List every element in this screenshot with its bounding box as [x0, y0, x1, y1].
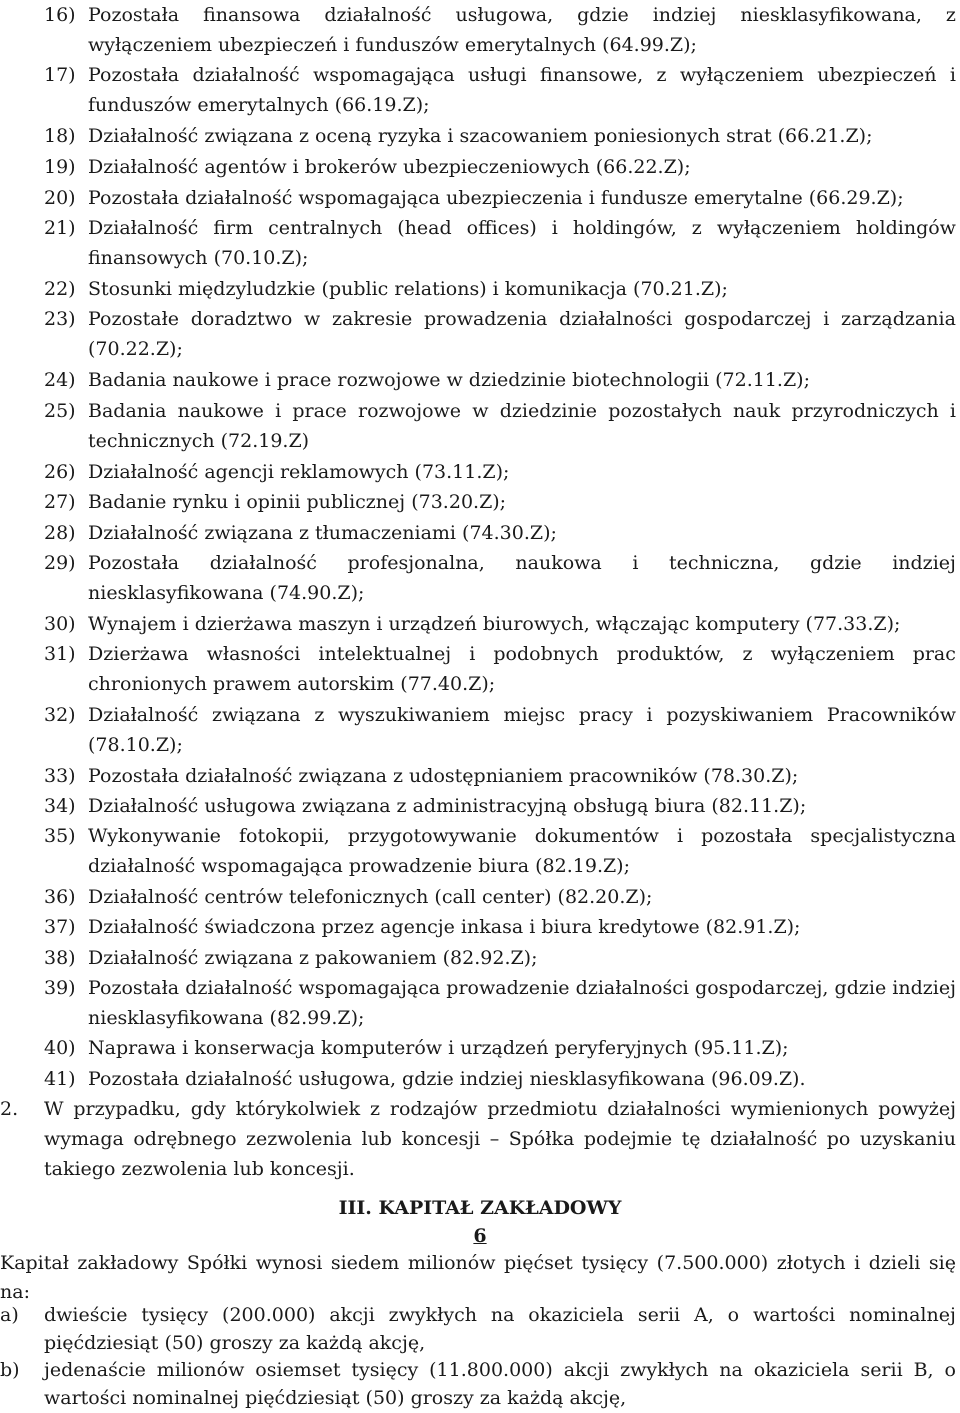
list-item-text: wyłączeniem ubezpieczeń i funduszów emerytalnych (64.99.Z); [88, 34, 697, 56]
list-item-number: 17) [44, 64, 76, 86]
list-item-text: Pozostała działalność profesjonalna, naukowa i techniczna, gdzie indziej [88, 552, 956, 574]
list-item-number: 30) [44, 613, 76, 635]
list-item-text: Naprawa i konserwacja komputerów i urządzeń peryferyjnych (95.11.Z); [88, 1037, 789, 1059]
list-item-number: 22) [44, 278, 76, 300]
capital-item-text: jedenaście milionów osiemset tysięcy (11.800.000) akcji zwykłych na okaziciela serii B, o [44, 1359, 956, 1381]
list-item-text: funduszów emerytalnych (66.19.Z); [88, 94, 430, 116]
list-item-number: 19) [44, 156, 76, 178]
list-item-number: 25) [44, 400, 76, 422]
list-item-text: Działalność związana z oceną ryzyka i szacowaniem poniesionych strat (66.21.Z); [88, 125, 873, 147]
list-item-number: 37) [44, 916, 76, 938]
list-item-text: Wynajem i dzierżawa maszyn i urządzeń biurowych, włączając komputery (77.33.Z); [88, 613, 901, 635]
list-item-text: Pozostała finansowa działalność usługowa, gdzie indziej niesklasyfikowana, z [88, 4, 956, 26]
list-item-number: 24) [44, 369, 76, 391]
list-item-text: Badanie rynku i opinii publicznej (73.20.Z); [88, 491, 507, 513]
paragraph-text: W przypadku, gdy którykolwiek z rodzajów przedmiotu działalności wymienionych powyżej [44, 1098, 956, 1120]
list-item-text: finansowych (70.10.Z); [88, 247, 309, 269]
paragraph-number: 2. [0, 1098, 19, 1120]
list-item-text: (70.22.Z); [88, 338, 183, 360]
list-item-text: Pozostałe doradztwo w zakresie prowadzenia działalności gospodarczej i zarządzania [88, 308, 956, 330]
list-item-text: niesklasyfikowana (82.99.Z); [88, 1007, 365, 1029]
capital-item-text: wartości nominalnej pięćdziesiąt (50) groszy za każdą akcję, [44, 1387, 627, 1409]
list-item-text: Działalność związana z tłumaczeniami (74.30.Z); [88, 522, 557, 544]
list-item-number: 39) [44, 977, 76, 999]
capital-item-text: pięćdziesiąt (50) groszy za każdą akcję, [44, 1332, 426, 1354]
list-item-text: Badania naukowe i prace rozwojowe w dziedzinie pozostałych nauk przyrodniczych i [88, 400, 956, 422]
list-item-number: 31) [44, 643, 76, 665]
list-item-number: 32) [44, 704, 76, 726]
list-item-number: 38) [44, 947, 76, 969]
list-item-text: Pozostała działalność wspomagająca ubezpieczenia i fundusze emerytalne (66.29.Z); [88, 187, 904, 209]
list-item-number: 34) [44, 795, 76, 817]
list-item-text: Dzierżawa własności intelektualnej i podobnych produktów, z wyłączeniem prac [88, 643, 956, 665]
list-item-number: 40) [44, 1037, 76, 1059]
list-item-number: 16) [44, 4, 76, 26]
list-item-number: 29) [44, 552, 76, 574]
list-item-text: Działalność związana z wyszukiwaniem miejsc pracy i pozyskiwaniem Pracowników [88, 704, 956, 726]
list-item-text: niesklasyfikowana (74.90.Z); [88, 582, 365, 604]
list-item-text: Pozostała działalność wspomagająca prowadzenie działalności gospodarczej, gdzie indziej [88, 977, 956, 999]
list-item-text: Pozostała działalność związana z udostępnianiem pracowników (78.30.Z); [88, 765, 799, 787]
list-item-number: 35) [44, 825, 76, 847]
list-item-text: Badania naukowe i prace rozwojowe w dziedzinie biotechnologii (72.11.Z); [88, 369, 810, 391]
section-number: 6 [473, 1225, 487, 1247]
list-item-text: Pozostała działalność wspomagająca usługi finansowe, z wyłączeniem ubezpieczeń i [88, 64, 956, 86]
list-item-text: Działalność centrów telefonicznych (call center) (82.20.Z); [88, 886, 653, 908]
list-item-text: Działalność agentów i brokerów ubezpieczeniowych (66.22.Z); [88, 156, 691, 178]
paragraph-text: wymaga odrębnego zezwolenia lub koncesji – Spółka podejmie tę działalność po uzyskaniu [44, 1128, 956, 1150]
capital-item-letter: a) [0, 1304, 19, 1326]
capital-intro-text: na: [0, 1281, 30, 1303]
list-item-text: Stosunki międzyludzkie (public relations) i komunikacja (70.21.Z); [88, 278, 728, 300]
list-item-number: 20) [44, 187, 76, 209]
list-item-number: 18) [44, 125, 76, 147]
list-item-text: Pozostała działalność usługowa, gdzie indziej niesklasyfikowana (96.09.Z). [88, 1068, 806, 1090]
list-item-text: Działalność agencji reklamowych (73.11.Z); [88, 461, 510, 483]
list-item-text: chronionych prawem autorskim (77.40.Z); [88, 673, 496, 695]
list-item-number: 26) [44, 461, 76, 483]
list-item-text: Działalność firm centralnych (head offices) i holdingów, z wyłączeniem holdingów [88, 217, 956, 239]
capital-item-text: dwieście tysięcy (200.000) akcji zwykłych na okaziciela serii A, o wartości nominalnej [44, 1304, 956, 1326]
paragraph-text: takiego zezwolenia lub koncesji. [44, 1158, 355, 1180]
list-item-text: Działalność usługowa związana z administracyjną obsługą biura (82.11.Z); [88, 795, 807, 817]
list-item-text: Działalność świadczona przez agencje inkasa i biura kredytowe (82.91.Z); [88, 916, 801, 938]
list-item-text: działalność wspomagająca prowadzenie biura (82.19.Z); [88, 855, 631, 877]
list-item-text: Działalność związana z pakowaniem (82.92.Z); [88, 947, 538, 969]
list-item-text: (78.10.Z); [88, 734, 183, 756]
list-item-number: 27) [44, 491, 76, 513]
section-heading: III. KAPITAŁ ZAKŁADOWY [338, 1197, 622, 1219]
list-item-number: 21) [44, 217, 76, 239]
list-item-number: 23) [44, 308, 76, 330]
list-item-text: technicznych (72.19.Z) [88, 430, 310, 452]
capital-item-letter: b) [0, 1359, 20, 1381]
list-item-number: 41) [44, 1068, 76, 1090]
capital-intro-text: Kapitał zakładowy Spółki wynosi siedem milionów pięćset tysięcy (7.500.000) złotych i dzieli się [0, 1252, 956, 1274]
list-item-number: 36) [44, 886, 76, 908]
list-item-text: Wykonywanie fotokopii, przygotowywanie dokumentów i pozostała specjalistyczna [88, 825, 956, 847]
list-item-number: 28) [44, 522, 76, 544]
section-mark [0, 1221, 960, 1251]
list-item-number: 33) [44, 765, 76, 787]
